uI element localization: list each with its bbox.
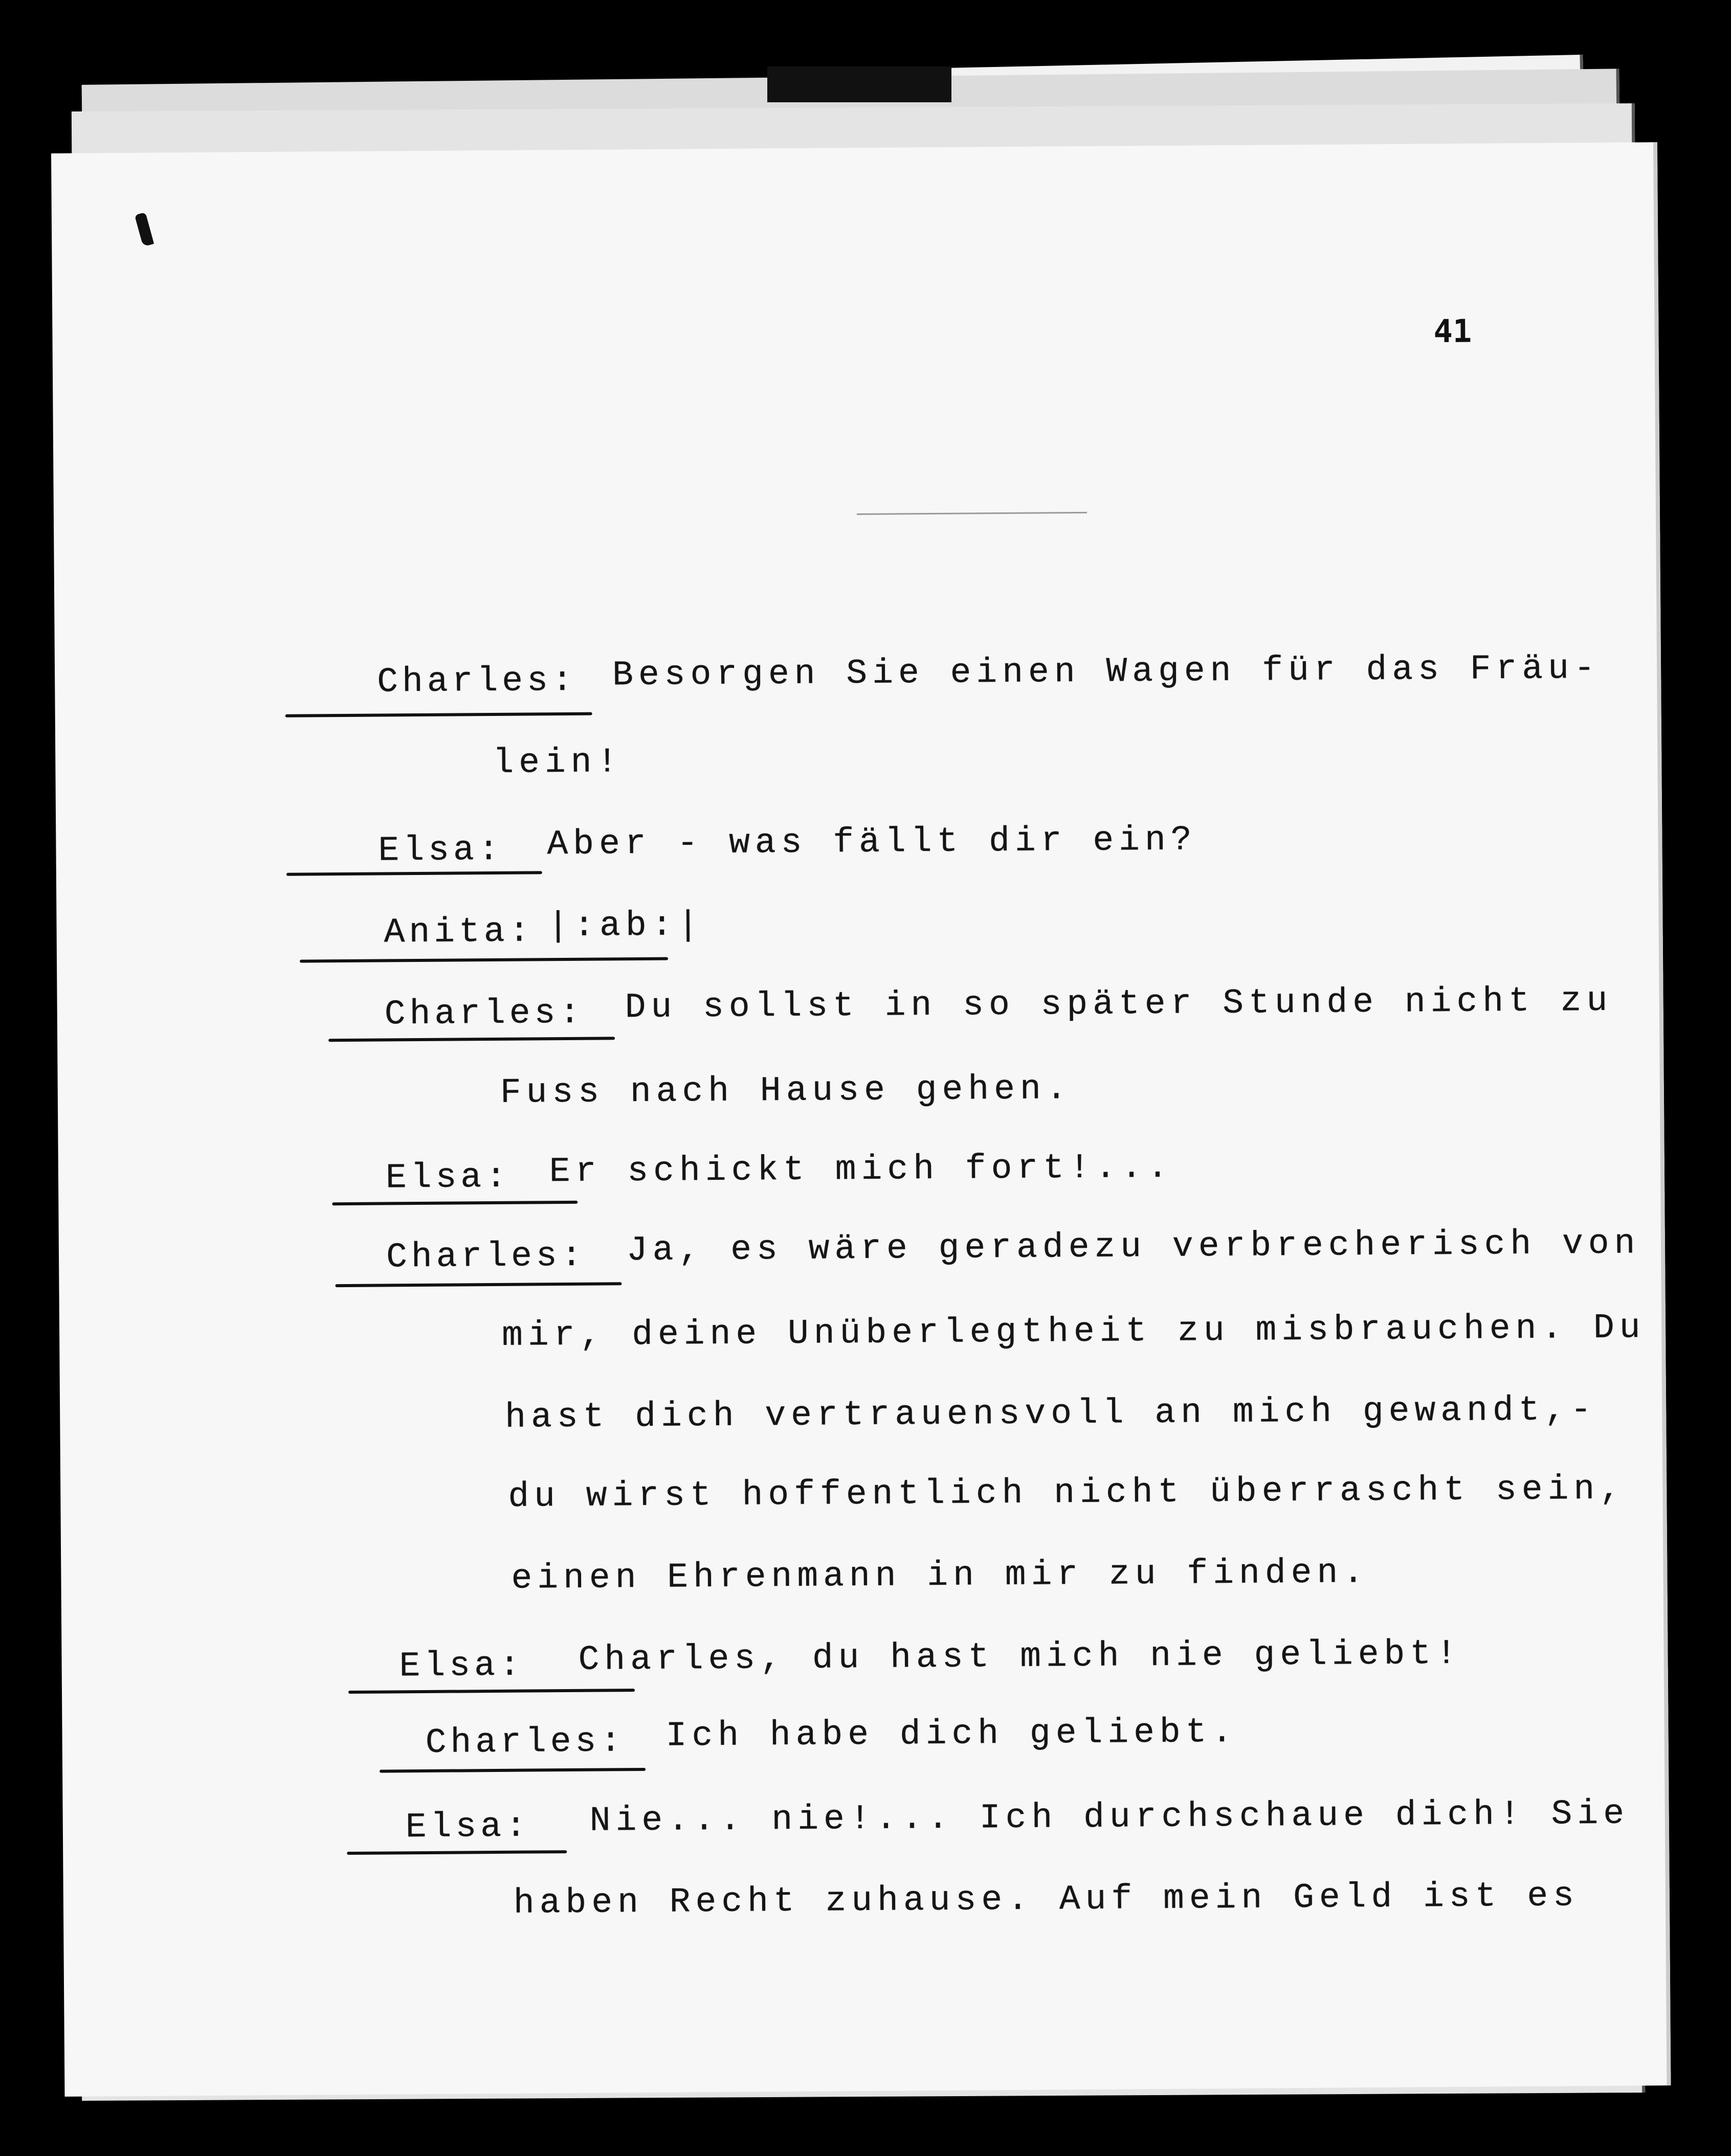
dialogue-line: Aber - was fällt dir ein? [547, 820, 1197, 865]
dialogue-line: Ich habe dich geliebt. [665, 1712, 1238, 1756]
speaker-label: Charles: [425, 1722, 626, 1763]
dialogue-line: mir, deine Unüberlegtheit zu misbrauchen. Du [501, 1308, 1646, 1356]
dialogue-line: Fuss nach Hause gehen. [500, 1069, 1072, 1113]
typed-page [51, 142, 1671, 2097]
dialogue-line: Nie... nie!... Ich durchschaue dich! Sie [589, 1794, 1630, 1841]
dialogue-line: lein! [493, 743, 623, 783]
speaker-underline [286, 871, 542, 875]
dialogue-line: du wirst hoffentlich nicht überrascht sein, [508, 1469, 1626, 1517]
speaker-underline [328, 1037, 615, 1042]
speaker-underline [332, 1201, 578, 1205]
dialogue-line: Er schickt mich fort!... [549, 1148, 1173, 1192]
dialogue-line: Ja, es wäre geradezu verbrecherisch von [626, 1224, 1640, 1271]
speaker-underline [300, 957, 668, 963]
speaker-underline [380, 1768, 646, 1773]
speaker-label: Charles: [386, 1236, 586, 1277]
dialogue-line: haben Recht zuhause. Auf mein Geld ist es [513, 1876, 1580, 1923]
speaker-underline [335, 1282, 622, 1287]
separator-line [857, 512, 1087, 515]
speaker-label: Elsa: [385, 1157, 511, 1198]
page-number: 41 [1433, 312, 1472, 350]
dialogue-line: Du sollst in so später Stunde nicht zu [625, 981, 1613, 1028]
speaker-label: Elsa: [405, 1807, 531, 1848]
dialogue-line: |:ab:| [547, 906, 704, 947]
speaker-label: Elsa: [399, 1646, 524, 1687]
speaker-label: Charles: [376, 661, 577, 702]
speaker-label: Elsa: [378, 830, 503, 871]
dialogue-line: Besorgen Sie einen Wagen für das Fräu- [612, 648, 1601, 695]
dialogue-line: Charles, du hast mich nie geliebt! [578, 1634, 1462, 1680]
dark-tab [767, 66, 951, 102]
dialogue-line: einen Ehrenmann in mir zu finden. [511, 1553, 1369, 1599]
speaker-label: Anita: [384, 912, 534, 953]
speaker-underline [285, 712, 592, 717]
speaker-underline [347, 1850, 567, 1855]
dialogue-line: hast dich vertrauensvoll an mich gewandt,- [505, 1390, 1597, 1438]
ink-mark [135, 212, 154, 247]
speaker-label: Charles: [384, 993, 585, 1035]
speaker-underline [348, 1689, 635, 1694]
